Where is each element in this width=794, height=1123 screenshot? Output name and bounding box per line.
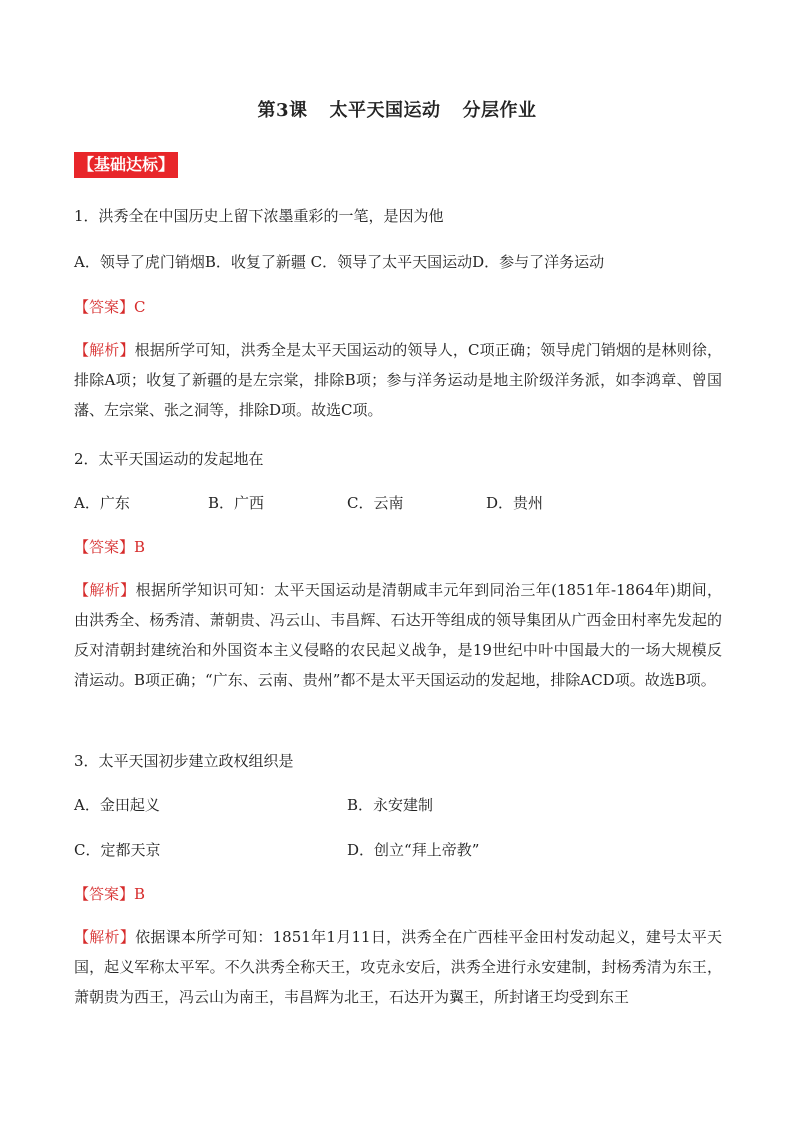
analysis-text: 依据课本所学可知：1851年1月11日，洪秀全在广西桂平金田村发动起义，建号太平天国，起义军称太平军。不久洪秀全称天王，攻克永安后，洪秀全进行永安建制，封杨秀清为东王，萧朝贵为西王，冯云山为南王，韦昌辉为北王，石达开为翼王，所封诸王均受到东王: [74, 928, 722, 1006]
analysis-text: 根据所学可知，洪秀全是太平天国运动的领导人，C项正确；领导虎门销烟的是林则徐，排除A项；收复了新疆的是左宗棠，排除B项；参与洋务运动是地主阶级洋务派，如李鸿章、曾国藩、左宗棠、张之洞等，排除D项。故选C项。: [74, 341, 722, 419]
option-a: A．金田起义: [74, 796, 160, 814]
question-3-analysis: [74, 922, 722, 1012]
question-1-analysis: [74, 335, 722, 425]
question-2-answer: [74, 537, 145, 557]
page-title: [0, 96, 794, 122]
lesson-number: 第3课: [257, 100, 308, 121]
answer-value: B: [134, 538, 146, 556]
answer-label: 【答案】: [74, 298, 135, 316]
homework-kind: 分层作业: [462, 100, 537, 121]
option-b: B．永安建制: [347, 796, 434, 814]
question-1-options: A．领导了虎门销烟B．收复了新疆 C．领导了太平天国运动D．参与了洋务运动: [74, 253, 605, 271]
question-1-stem: 1．洪秀全在中国历史上留下浓墨重彩的一笔，是因为他: [74, 207, 444, 225]
answer-value: C: [134, 298, 146, 316]
option-c: C．定都天京: [74, 841, 161, 859]
section-heading-basic: 【基础达标】: [74, 152, 178, 178]
option-d: D．创立“拜上帝教”: [347, 841, 480, 859]
question-2-analysis: [74, 575, 722, 695]
option-d: D．贵州: [486, 494, 544, 512]
analysis-label: 【解析】: [74, 341, 135, 359]
answer-label: 【答案】: [74, 885, 135, 903]
question-3-stem: 3．太平天国初步建立政权组织是: [74, 752, 294, 770]
question-3-answer: [74, 884, 145, 904]
analysis-text: 根据所学知识可知：太平天国运动是清朝咸丰元年到同治三年(1851年-1864年)期间，由洪秀全、杨秀清、萧朝贵、冯云山、韦昌辉、石达开等组成的领导集团从广西金田村率先发起的反对清朝封建统治和外国资本主义侵略的农民起义战争，是19世纪中叶中国最大的一场大规模反清运动。B项正确；“广东、云南、贵州”都不是太平天国运动的发起地，排除ACD项。故选B项。: [74, 581, 722, 689]
question-2-stem: 2．太平天国运动的发起地在: [74, 450, 264, 468]
option-a: A．广东: [74, 494, 130, 512]
answer-label: 【答案】: [74, 538, 135, 556]
option-c: C．云南: [347, 494, 404, 512]
answer-value: B: [134, 885, 146, 903]
analysis-label: 【解析】: [74, 928, 136, 946]
question-1-answer: [74, 297, 146, 317]
option-b: B．广西: [208, 494, 265, 512]
analysis-label: 【解析】: [74, 581, 136, 599]
lesson-topic: 太平天国运动: [329, 100, 441, 121]
